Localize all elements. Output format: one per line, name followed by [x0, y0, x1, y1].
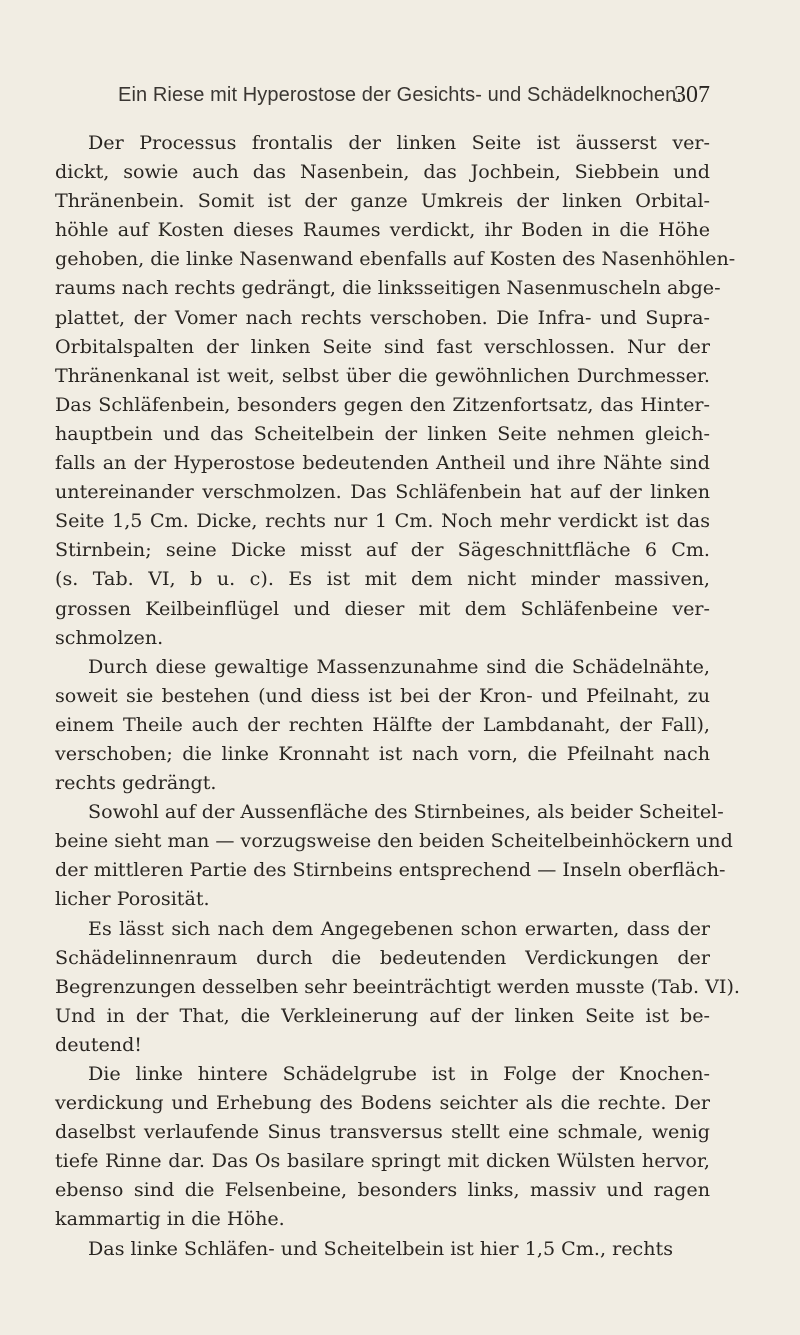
text-line: Durch diese gewaltige Massenzunahme sind die Schädelnähte,	[88, 654, 710, 678]
running-title: Ein Riese mit Hyperostose der Gesichts- und Schädelknochen.	[118, 84, 682, 106]
text-line: verschoben; die linke Kronnaht ist nach vorn, die Pfeilnaht nach	[55, 741, 710, 765]
text-line: plattet, der Vomer nach rechts verschoben. Die Infra- und Supra-	[55, 305, 710, 329]
text-line: untereinander verschmolzen. Das Schläfenbein hat auf der linken	[55, 480, 710, 504]
text-line: hauptbein und das Scheitelbein der linken Seite nehmen gleich-	[55, 421, 710, 445]
text-line: daselbst verlaufende Sinus transversus stellt eine schmale, wenig	[55, 1120, 710, 1144]
text-line: Die linke hintere Schädelgrube ist in Folge der Knochen-	[88, 1062, 710, 1085]
text-line: Thränenkanal ist weit, selbst über die gewöhnlichen Durchmesser.	[55, 363, 710, 387]
text-line: Das linke Schläfen- und Scheitelbein ist hier 1,5 Cm., rechts	[88, 1236, 673, 1260]
text-line: (s. Tab. VI, b u. c). Es ist mit dem nicht minder massiven,	[55, 567, 710, 591]
text-line: Der Processus frontalis der linken Seite ist äusserst ver-	[88, 131, 710, 154]
text-line: einem Theile auch der rechten Hälfte der Lambdanaht, der Fall),	[55, 712, 710, 736]
text-line: Thränenbein. Somit ist der ganze Umkreis der linken Orbital-	[55, 189, 710, 213]
text-line: rechts gedrängt.	[55, 771, 217, 795]
text-line: licher Porosität.	[55, 887, 210, 911]
text-line: ebenso sind die Felsenbeine, besonders links, massiv und ragen	[55, 1178, 710, 1202]
text-line: gehoben, die linke Nasenwand ebenfalls auf Kosten des Nasenhöhlen-	[55, 247, 736, 271]
text-line: der mittleren Partie des Stirnbeins entsprechend — Inseln oberfläch-	[55, 858, 726, 882]
text-line: Stirnbein; seine Dicke misst auf der Sägeschnittfläche 6 Cm.	[55, 538, 710, 562]
text-line: raums nach rechts gedrängt, die linksseitigen Nasenmuscheln abge-	[55, 276, 721, 300]
text-line: Das Schläfenbein, besonders gegen den Zitzenfortsatz, das Hinter-	[55, 392, 710, 416]
text-line: dickt, sowie auch das Nasenbein, das Jochbein, Siebbein und	[55, 160, 710, 184]
text-line: Sowohl auf der Aussenfläche des Stirnbeines, als beider Scheitel-	[88, 800, 724, 824]
text-line: falls an der Hyperostose bedeutenden Antheil und ihre Nähte sind	[55, 451, 710, 475]
text-line: Seite 1,5 Cm. Dicke, rechts nur 1 Cm. Noch mehr verdickt ist das	[55, 509, 710, 533]
text-line: beine sieht man — vorzugsweise den beiden Scheitelbeinhöckern und	[55, 829, 733, 853]
running-head	[110, 82, 710, 112]
text-line: Begrenzungen desselben sehr beeinträchtigt werden musste (Tab. VI).	[55, 974, 740, 998]
text-line: Orbitalspalten der linken Seite sind fast verschlossen. Nur der	[55, 334, 710, 358]
text-line: verdickung und Erhebung des Bodens seichter als die rechte. Der	[55, 1091, 710, 1115]
text-line: schmolzen.	[55, 625, 164, 649]
text-line: deutend!	[55, 1032, 142, 1056]
text-line: höhle auf Kosten dieses Raumes verdickt, ihr Boden in die Höhe	[55, 218, 710, 242]
text-line: grossen Keilbeinflügel und dieser mit dem Schläfenbeine ver-	[55, 596, 710, 620]
page-number: 307	[674, 82, 710, 108]
text-line: soweit sie bestehen (und diess ist bei der Kron- und Pfeilnaht, zu	[55, 683, 710, 707]
text-line: tiefe Rinne dar. Das Os basilare springt mit dicken Wülsten hervor,	[55, 1149, 710, 1173]
text-line: Schädelinnenraum durch die bedeutenden Verdickungen der	[55, 945, 710, 969]
body-text	[55, 128, 740, 1263]
text-line: Es lässt sich nach dem Angegebenen schon erwarten, dass der	[88, 916, 710, 940]
text-line: kammartig in die Höhe.	[55, 1207, 285, 1231]
text-line: Und in der That, die Verkleinerung auf der linken Seite ist be-	[55, 1003, 710, 1027]
